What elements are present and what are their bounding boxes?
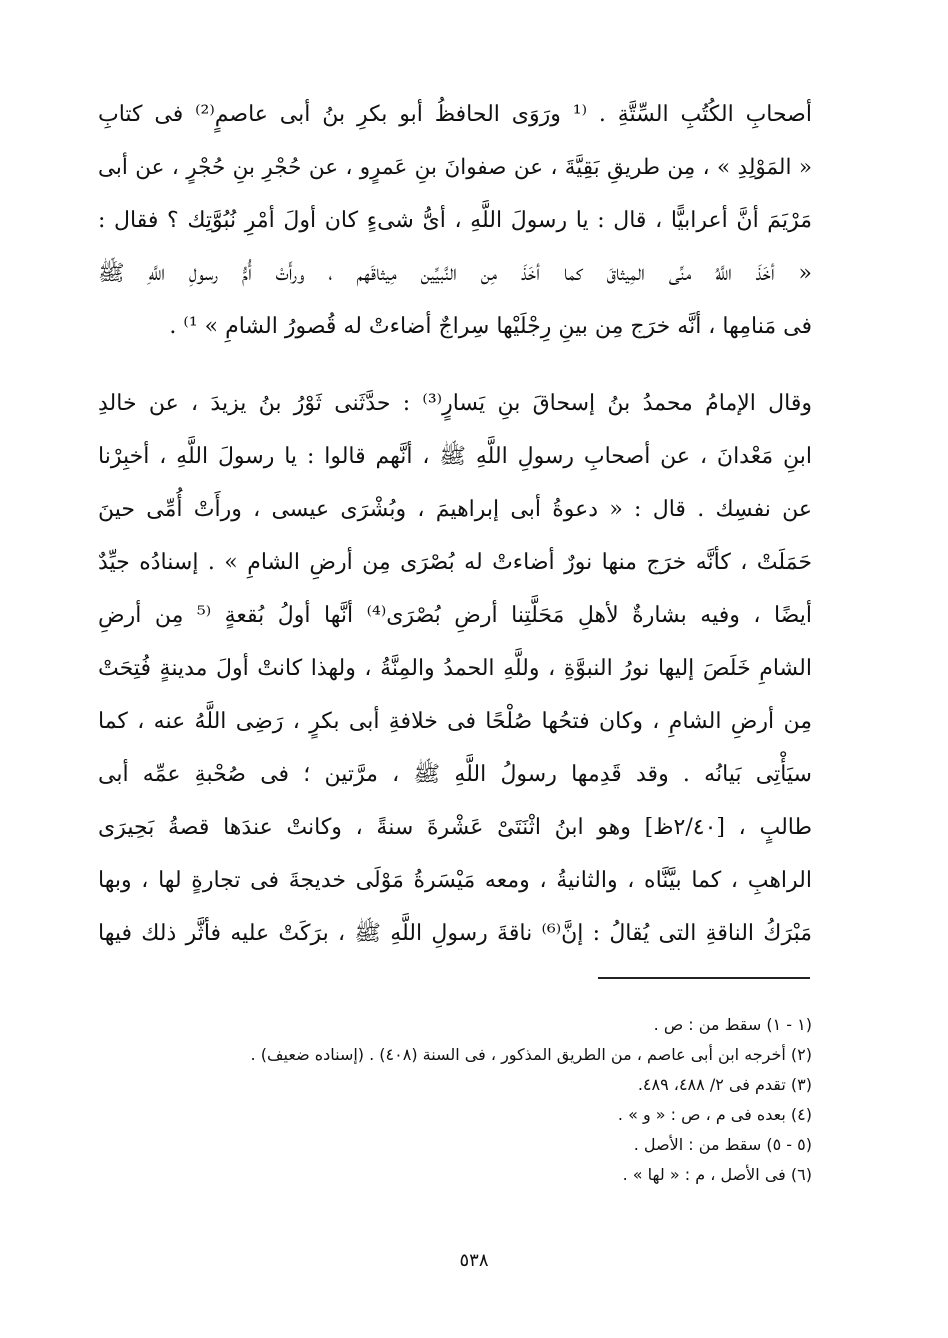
text-line: سيَأْتِى بَيانُه . وقد قَدِمها رسولُ اللَّهِ ﷺ ، مرَّتين ؛ فى صُحْبةِ عمِّه أبى xyxy=(98,762,812,787)
text-line: أصحابِ الكُتُبِ السِّتَّةِ . ⁽¹ ورَوَى الحافظُ أبو بكرِ بنُ أبى عاصمٍ⁽²⁾ فى كتابِ xyxy=(98,102,812,127)
page-number: ٥٣٨ xyxy=(459,1250,489,1271)
footnotes xyxy=(150,1010,812,1190)
text-line: « المَوْلِدِ » ، مِن طريقِ بَقِيَّةَ ، عن صفوانَ بنِ عَمرٍو ، عن حُجْرِ بنِ حُجْرٍ ، عن أبى xyxy=(98,155,812,180)
text-line: فى مَنامِها ، أنَّه خرَج مِن بينِ رِجْلَيْها سِراجٌ أضاءتْ له قُصورُ الشامِ » ¹⁾ . xyxy=(169,314,812,339)
text-line: حَمَلَتْ ، كأنَّه خرَج منها نورٌ أضاءتْ له بُصْرَى مِن أرضِ الشامِ » . إسنادُه جيِّدٌ xyxy=(98,550,812,575)
text-line: الراهبِ ، كما بيَّنَّاه ، والثانيةُ ، ومعه مَيْسَرةُ مَوْلَى خديجةَ فى تجارةٍ لها ، وبها xyxy=(98,868,812,893)
text-line: الشامِ خَلَصَ إليها نورُ النبوَّةِ ، وللَّهِ الحمدُ والمِنَّةُ ، ولهذا كانتْ أولَ مدينةٍ فُتِحَتْ xyxy=(98,656,812,681)
text-line: مَرْيَمَ أنَّ أعرابيًّا ، قال : يا رسولَ اللَّهِ ، أىُّ شىءٍ كان أولَ أمْرِ نُبُوَّتِك ؟ فقال : xyxy=(98,208,812,233)
paragraph-2 xyxy=(98,377,812,960)
text-line: أيضًا ، وفيه بشارةٌ لأهلِ مَحَلَّتِنا أرضِ بُصْرَى⁽⁴⁾ أنَّها أولُ بُقعةٍ ⁽⁵ مِن أرضِ xyxy=(98,603,812,628)
paragraph-1 xyxy=(98,88,812,353)
footnote: (٦) فى الأصل ، م : « لها » . xyxy=(622,1165,812,1184)
text-line: مَبْرَكُ الناقةِ التى يُقالُ : إنَّ⁽⁶⁾ ناقةَ رسولِ اللَّهِ ﷺ ، برَكَتْ عليه فأثَّر ذلك فيها xyxy=(98,921,812,946)
text-line: وقال الإمامُ محمدُ بنُ إسحاقَ بنِ يَسارٍ⁽³⁾ : حدَّثَنى ثَوْرُ بنُ يزيدَ ، عن خالدِ xyxy=(98,391,812,416)
text-line: طالبٍ ، [٢/٤٠ظ] وهو ابنُ اثْنَتَىْ عَشْرةَ سنةً ، وكانتْ عندَها قصةُ بَحِيرَى xyxy=(98,815,812,840)
main-text xyxy=(98,88,812,960)
text-line: مِن أرضِ الشامِ ، وكان فتحُها صُلْحًا فى خلافةِ أبى بكرٍ ، رَضِى اللَّهُ عنه ، كما xyxy=(98,709,812,734)
footnote: (٤) بعده فى م ، ص : « و » . xyxy=(617,1105,812,1124)
text-line: ابنِ مَعْدانَ ، عن أصحابِ رسولِ اللَّهِ ﷺ ، أنَّهم قالوا : يا رسولَ اللَّهِ ، أخبِرْنا xyxy=(98,444,812,469)
footnote: (٥ - ٥) سقط من : الأصل . xyxy=(633,1135,812,1154)
text-line: عن نفسِك . قال : « دعوةُ أبى إبراهيمَ ، وبُشْرَى عيسى ، ورأَتْ أُمِّى حينَ xyxy=(98,497,812,522)
footnote: (١ - ١) سقط من : ص . xyxy=(653,1015,812,1034)
footnote: (٢) أخرجه ابن أبى عاصم ، من الطريق المذكور ، فى السنة (٤٠٨) . (إسناده ضعيف) . xyxy=(250,1045,812,1064)
footnote: (٣) تقدم فى ٢/ ٤٨٨، ٤٨٩. xyxy=(637,1075,812,1094)
paragraph-gap xyxy=(98,353,812,377)
text-line: « أخَذَ اللَّهُ منِّى المِيثاقَ كما أخَذَ مِن النَّبيِّين مِيثاقَهم ، ورأَتْ أُمُّ رسولِ اللَّهِ ﷺ xyxy=(98,261,812,286)
footnote-separator xyxy=(598,977,810,979)
